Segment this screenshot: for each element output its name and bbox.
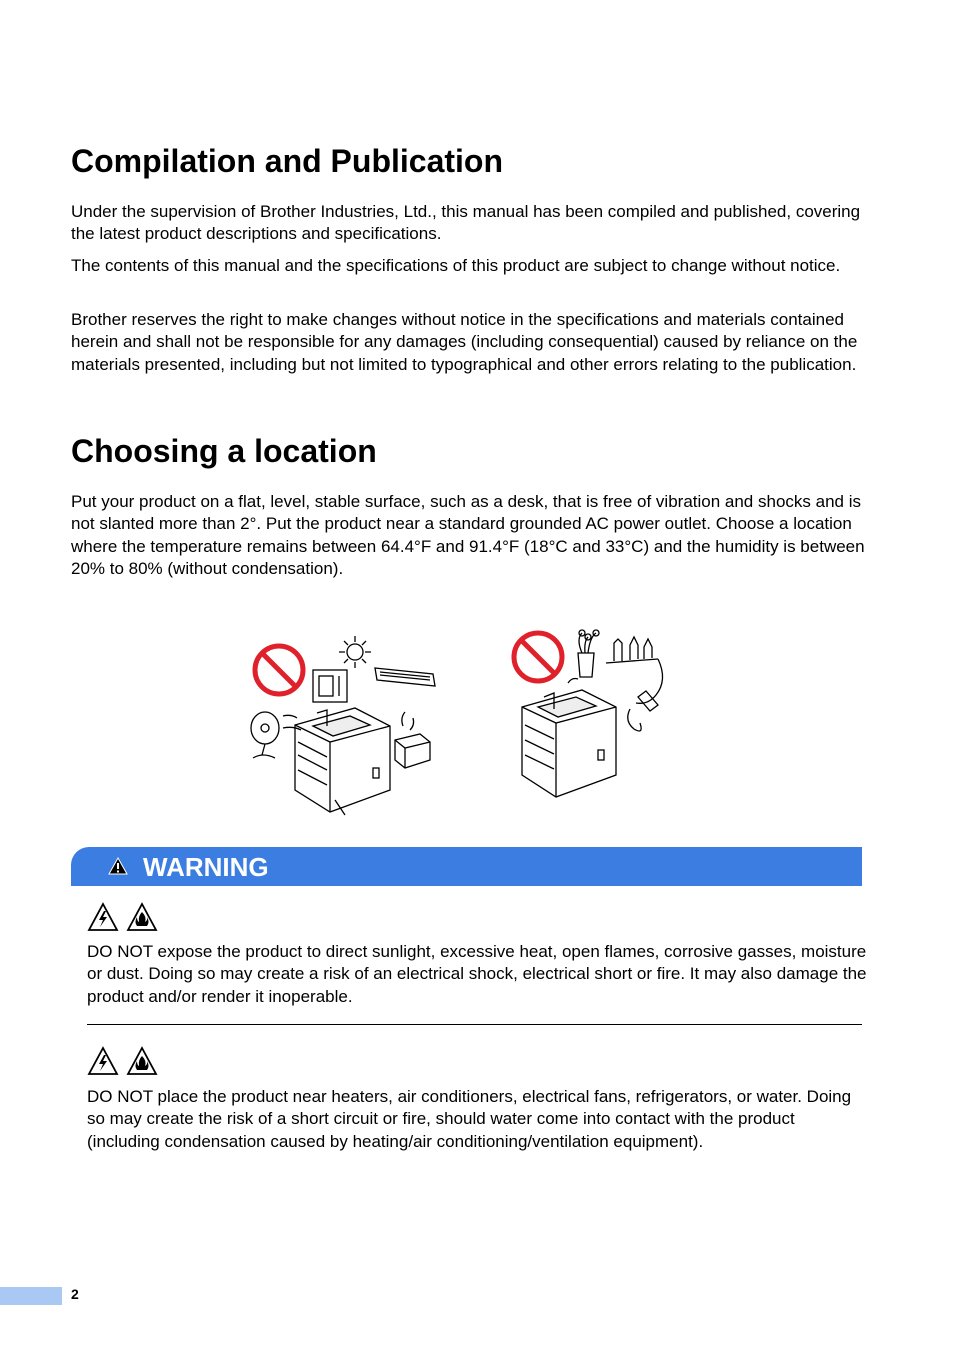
warning-triangle-icon (108, 857, 128, 875)
warning-text-2: DO NOT place the product near heaters, air conditioners, electrical fans, refrigerators, or water. Doing so may create the risk of a short circuit or fire, should water come into contact with the product (including condensation caused by heating/air conditioning/ventilation equipment). (87, 1087, 852, 1151)
section-heading-location: Choosing a location (71, 433, 377, 469)
hazard-icons-2 (87, 1046, 161, 1081)
paragraph-compilation-1: Under the supervision of Brother Industries, Ltd., this manual has been compiled and published, covering the latest product descriptions and specifications. (71, 202, 861, 244)
paragraph-location: Put your product on a flat, level, stable surface, such as a desk, that is free of vibration and shocks and is not slanted more than 2°. Put the product near a standard grounded AC power outlet. Choose a location where the temperature remains between 64.4°F and 91.4°F (18°C and 33°C) and the humidity is between 20% to 80% (without condensation). (71, 492, 865, 578)
hazard-icons-1 (87, 902, 161, 937)
warning-banner (71, 847, 862, 886)
electrical-hazard-icon (87, 902, 119, 932)
warning-label: WARNING (143, 852, 269, 882)
paragraph-compilation-2: The contents of this manual and the specifications of this product are subject to change without notice. (71, 256, 841, 275)
page-tab-marker (0, 1287, 62, 1305)
warning-divider (87, 1024, 862, 1025)
placement-hazards-illustration-1 (235, 630, 450, 820)
paragraph-compilation-3: Brother reserves the right to make changes without notice in the specifications and materials contained herein and shall not be responsible for any damages (including consequential) caused by reliance on the materials presented, including but not limited to typographical and other errors relating to the publication. (71, 310, 858, 374)
section-heading-compilation: Compilation and Publication (71, 143, 503, 179)
page-number: 2 (71, 1286, 79, 1302)
placement-hazards-illustration-2 (508, 625, 683, 805)
fire-hazard-icon (126, 1046, 158, 1076)
warning-text-1: DO NOT expose the product to direct sunlight, excessive heat, open flames, corrosive gasses, moisture or dust. Doing so may create a risk of an electrical shock, electrical short or fire. It may also damage the product and/or render it inoperable. (87, 942, 867, 1006)
fire-hazard-icon (126, 902, 158, 932)
electrical-hazard-icon (87, 1046, 119, 1076)
